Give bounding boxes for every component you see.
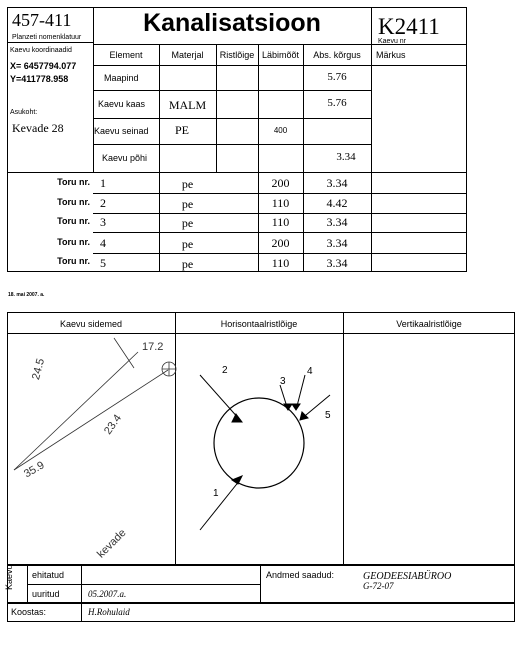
elevation-cell: 5.76 [327, 71, 347, 83]
pipe-number: 1 [100, 176, 106, 190]
well-cross-section [214, 398, 304, 488]
plan-line [114, 338, 134, 368]
pipe-diameter: 200 [271, 176, 290, 190]
section-label-3: 3 [280, 376, 286, 387]
pipe-number: 2 [100, 196, 106, 210]
pipe-number: 5 [100, 256, 106, 270]
plan-line [14, 370, 168, 470]
plan-number-35-9: 35.9 [22, 459, 47, 481]
x-coordinate: X= 6457794.077 [10, 61, 77, 71]
well-caption: Kaevu nr [378, 38, 407, 45]
footer-data-label: Andmed saadud: [266, 570, 335, 580]
pipe-diameter: 200 [271, 236, 290, 250]
date-note: 18. mai 2007. a. [8, 292, 45, 298]
footer-surveyed-label: uuritud [32, 589, 60, 599]
pipe-label: Toru nr. [57, 237, 90, 247]
pipe-elevation: 3.34 [326, 236, 348, 250]
col-header-elevation: Abs. kõrgus [313, 50, 361, 60]
pipe-number: 4 [100, 236, 106, 250]
col-header-element: Element [109, 50, 143, 60]
author-frame [7, 603, 515, 622]
pipe-label: Toru nr. [57, 197, 90, 207]
pipe-material: pe [181, 216, 194, 230]
location-value: Kevade 28 [12, 121, 64, 135]
pipe-label: Toru nr. [57, 216, 90, 226]
row-label: Kaevu seinad [94, 126, 149, 136]
footer-built-label: ehitatud [32, 570, 65, 580]
section-label-2: 2 [222, 365, 228, 376]
pipe-diameter: 110 [271, 256, 290, 270]
pipe-diameter: 110 [271, 196, 290, 210]
col-header-remarks: Märkus [376, 50, 406, 60]
col-header-cross-section: Ristlõige [219, 50, 255, 60]
plan-number-17-2: 17.2 [142, 341, 164, 353]
pipe-2-line [200, 375, 240, 420]
plan-street-name: kevade [95, 526, 129, 561]
author-value: H.Rohulaid [88, 607, 130, 617]
section-label-4: 4 [307, 366, 313, 377]
sheet-number: 457-411 [12, 10, 72, 30]
pipe-elevation: 4.42 [326, 196, 348, 210]
sketch-header-connections: Kaevu sidemed [59, 319, 123, 329]
pipe-elevation: 3.34 [326, 215, 348, 229]
footer-data-code: G-72-07 [363, 581, 394, 591]
row-label: Kaevu kaas [98, 99, 146, 109]
elevation-cell: 5.76 [327, 97, 347, 109]
well-number: K2411 [378, 14, 440, 39]
pipe-material: pe [181, 257, 194, 271]
author-label: Koostas: [11, 607, 47, 617]
footer-side-label: Kaevu [4, 564, 14, 590]
material-cell: PE [174, 123, 189, 137]
sheet-caption: Planzeti nomenklatuur [12, 34, 82, 41]
section-label-5: 5 [325, 410, 331, 421]
pipe-material: pe [181, 197, 194, 211]
pipe-elevation: 3.34 [326, 176, 348, 190]
document-title: Kanalisatsioon [143, 9, 321, 37]
y-coordinate: Y=411778.958 [10, 74, 69, 84]
material-cell: MALM [168, 98, 207, 112]
elevation-cell: 3.34 [336, 151, 356, 163]
footer-surveyed-value: 05.2007.a. [88, 589, 127, 599]
section-label-1: 1 [213, 488, 219, 499]
footer-data-value: GEODEESIABÜROO [363, 571, 452, 582]
pipe-material: pe [181, 177, 194, 191]
pipe-diameter: 110 [271, 215, 290, 229]
pipe-1-line [200, 480, 240, 530]
sketch-header-horizontal: Horisontaalristlõige [220, 319, 298, 329]
row-label: Kaevu põhi [102, 153, 148, 163]
col-header-diameter: Läbimõõt [261, 50, 300, 60]
pipe-label: Toru nr. [57, 256, 90, 266]
coords-caption: Kaevu koordinaadid [10, 47, 72, 54]
pipe-material: pe [181, 237, 194, 251]
col-header-material: Materjal [171, 50, 204, 60]
diameter-cell: 400 [273, 126, 288, 135]
pipe-number: 3 [100, 215, 106, 229]
pipe-label: Toru nr. [57, 177, 90, 187]
row-label: Maapind [104, 73, 139, 83]
pipe-elevation: 3.34 [326, 256, 348, 270]
plan-number-24-5: 24.5 [30, 357, 48, 382]
plan-number-23-4: 23.4 [102, 412, 125, 437]
sketch-header-vertical: Vertikaalristlõige [396, 319, 462, 329]
location-caption: Asukoht: [10, 109, 38, 116]
